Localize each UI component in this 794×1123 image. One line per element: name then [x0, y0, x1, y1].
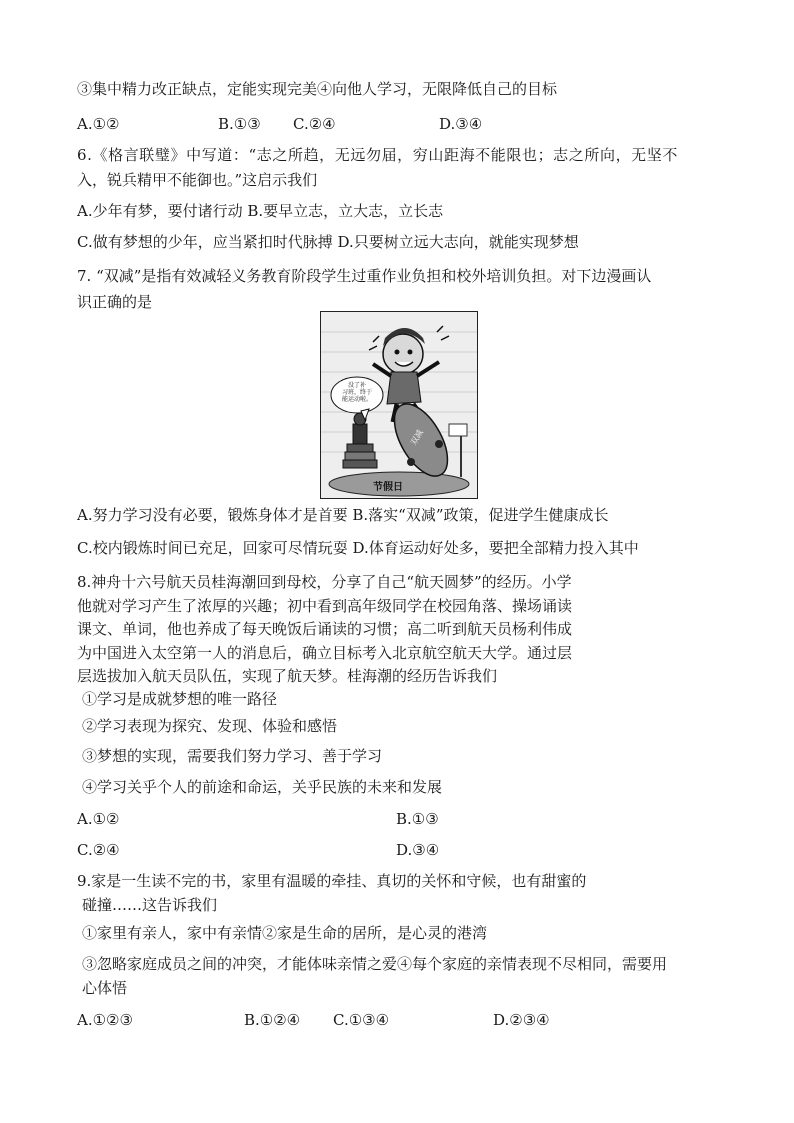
q5-option-b[interactable]: B.①③: [218, 115, 261, 133]
q5-option-c[interactable]: C.②④: [293, 115, 336, 133]
q9-option-c[interactable]: C.①③④: [333, 1011, 390, 1029]
bubble-line: 习班，终于: [341, 389, 372, 396]
q9-stem-line2: 碰撞……这告诉我们: [82, 896, 218, 914]
q8-stem-line4: 为中国进入太空第一人的消息后，确立目标考入北京航空航天大学。通过层: [77, 644, 573, 662]
q6-options-cd[interactable]: C.做有梦想的少年，应当紧扣时代脉搏 D.只要树立远大志向，就能实现梦想: [77, 233, 579, 251]
q8-statement-1: ①学习是成就梦想的唯一路径: [82, 690, 278, 708]
q8-option-b[interactable]: B.①③: [396, 810, 439, 828]
q8-option-c[interactable]: C.②④: [77, 841, 120, 859]
q9-statement-3-4-line1: ③忽略家庭成员之间的冲突，才能体味亲情之爱④每个家庭的亲情表现不尽相同，需要用: [82, 955, 668, 973]
q7-stem-line1: 7. “双减”是指有效减轻义务教育阶段学生过重作业负担和校外培训负担。对下边漫画认: [77, 267, 652, 285]
skateboard-label: 双减: [409, 428, 425, 447]
q8-stem-line5: 层选拔加入航天员队伍，实现了航天梦。桂海潮的经历告诉我们: [77, 667, 498, 685]
q9-option-d[interactable]: D.②③④: [493, 1011, 550, 1029]
q9-statement-1-2: ①家里有亲人，家中有亲情②家是生命的居所，是心灵的港湾: [82, 924, 488, 942]
q8-statement-4: ④学习关乎个人的前途和命运，关乎民族的未来和发展: [82, 778, 443, 796]
q8-stem-line2: 他就对学习产生了浓厚的兴趣；初中看到高年级同学在校园角落、操场诵读: [77, 597, 573, 615]
cartoon-illustration: [321, 312, 477, 498]
q7-options-cd[interactable]: C.校内锻炼时间已充足，回家可尽情玩耍 D.体育运动好处多，要把全部精力投入其中: [77, 539, 639, 557]
holiday-banner: 节假日: [373, 482, 403, 493]
double-reduction-cartoon: [320, 311, 478, 499]
q6-stem-line1: 6.《格言联璧》中写道：“志之所趋，无远勿届，穷山距海不能限也；志之所向，无坚不: [77, 146, 678, 164]
bubble-line: 没了补: [347, 382, 366, 389]
q8-stem-line3: 课文、单词，他也养成了每天晚饭后诵读的习惯；高二听到航天员杨利伟成: [77, 620, 573, 638]
cartoon-bubble-text: [335, 382, 379, 403]
q9-option-b[interactable]: B.①②④: [244, 1011, 301, 1029]
q9-stem-line1: 9.家是一生读不完的书，家里有温暖的牵挂、真切的关怀和守候，也有甜蜜的: [77, 872, 587, 890]
q5-statement-3-4: ③集中精力改正缺点，定能实现完美④向他人学习，无限降低自己的目标: [77, 80, 558, 98]
q5-option-a[interactable]: A.①②: [77, 115, 120, 133]
q8-option-d[interactable]: D.③④: [396, 841, 440, 859]
q5-option-d[interactable]: D.③④: [439, 115, 483, 133]
q7-options-ab[interactable]: A.努力学习没有必要，锻炼身体才是首要 B.落实“双减”政策，促进学生健康成长: [77, 506, 609, 524]
q7-stem-line2: 识正确的是: [77, 293, 153, 311]
q8-option-a[interactable]: A.①②: [77, 810, 120, 828]
q8-stem-line1: 8.神舟十六号航天员桂海潮回到母校，分享了自己“航天圆梦”的经历。小学: [77, 573, 572, 591]
q9-option-a[interactable]: A.①②③: [77, 1011, 133, 1029]
q6-options-ab[interactable]: A.少年有梦，要付诸行动 B.要早立志，立大志，立长志: [77, 202, 444, 220]
bubble-line: 能运动啦。: [341, 396, 372, 403]
q8-statement-3: ③梦想的实现，需要我们努力学习、善于学习: [82, 747, 383, 765]
q8-statement-2: ②学习表现为探究、发现、体验和感悟: [82, 717, 338, 735]
q6-stem-line2: 入，锐兵精甲不能御也。”这启示我们: [77, 171, 318, 189]
q9-statement-3-4-line2: 心体悟: [82, 979, 128, 997]
